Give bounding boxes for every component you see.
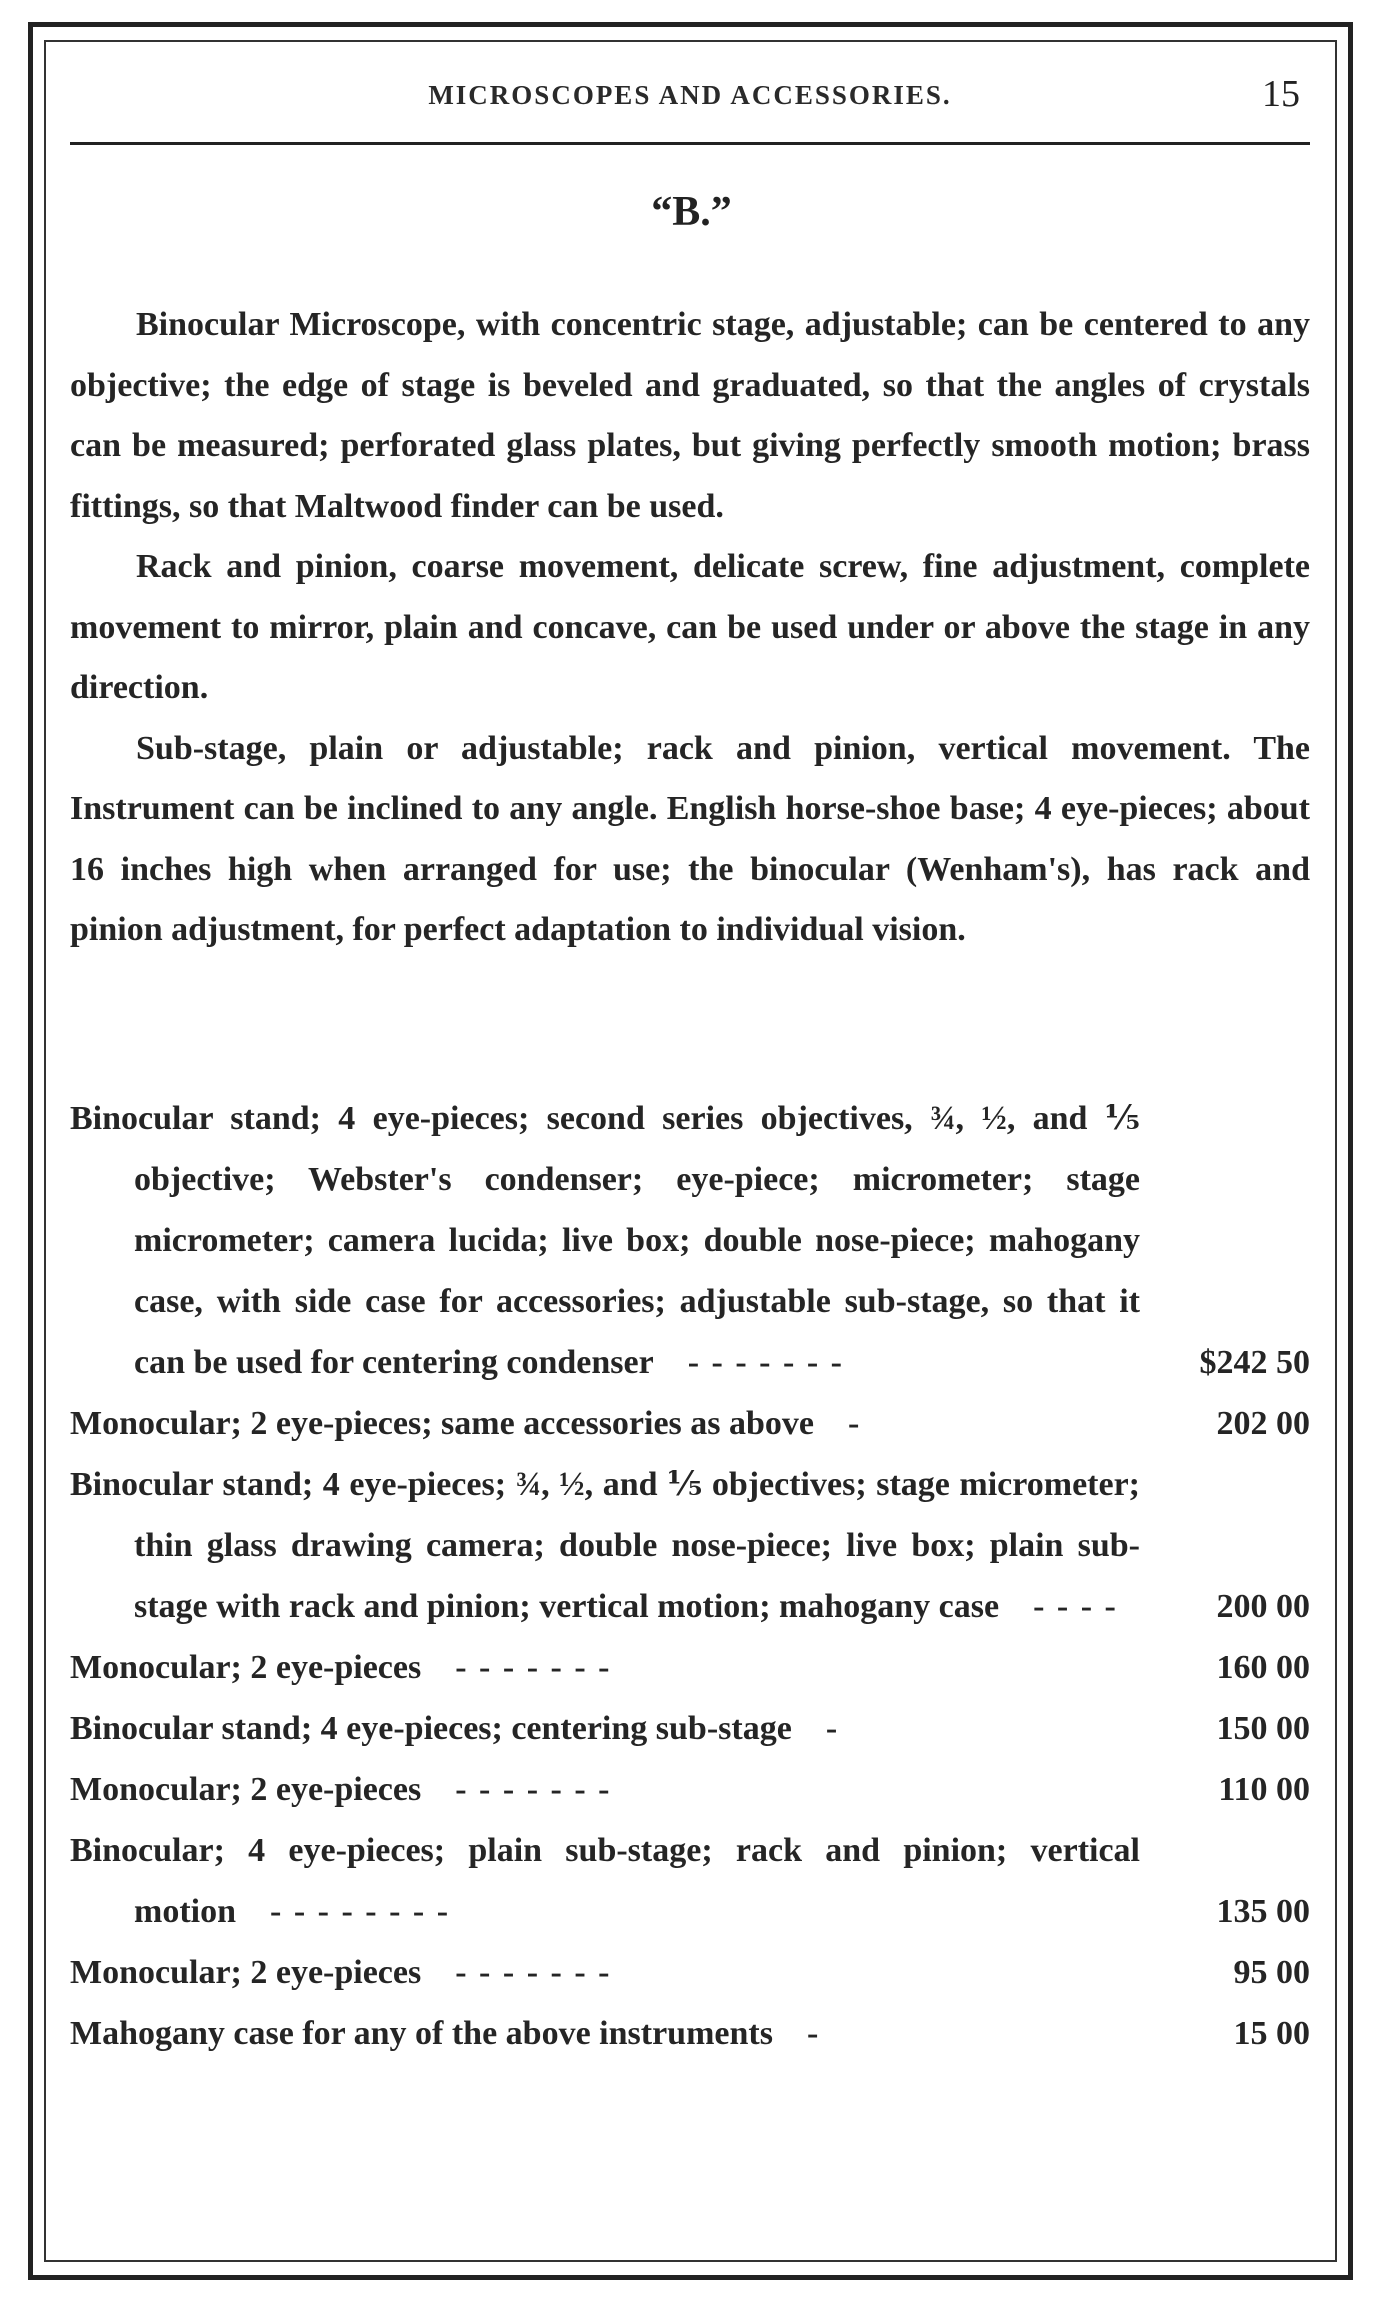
item-price: 160 00 xyxy=(1216,1649,1310,1686)
price-item xyxy=(70,1820,1310,1942)
item-description xyxy=(70,1088,1140,1393)
item-description xyxy=(70,1820,1140,1942)
item-description-text: Monocular; 2 eye-pieces xyxy=(70,1771,422,1808)
price-item xyxy=(70,1393,1310,1454)
item-description-text: Binocular; 4 eye-pieces; plain sub-stage; rack and pinion; vertical motion xyxy=(70,1832,1140,1930)
item-description xyxy=(70,1759,1140,1820)
item-description-text: Binocular stand; 4 eye-pieces; ¾, ½, and ⅕ objectives; stage micrometer; thin glass drawing camera; double nose-piece; live box; plain sub-stage with rack and pinion; vertical motion; mahogany case xyxy=(70,1466,1140,1625)
price-item xyxy=(70,1759,1310,1820)
item-description-text: Monocular; 2 eye-pieces xyxy=(70,1954,422,1991)
item-description-text: Monocular; 2 eye-pieces; same accessories as above xyxy=(70,1405,815,1442)
description-text xyxy=(70,295,1310,961)
item-description xyxy=(70,1637,1140,1698)
price-item xyxy=(70,1698,1310,1759)
header-rule xyxy=(70,142,1310,145)
dot-leaders: - - - - - - - xyxy=(455,1649,612,1686)
paragraph-movement: Rack and pinion, coarse movement, delicate screw, fine adjustment, complete movement to mirror, plain and concave, can be used under or above the stage in any direction. xyxy=(70,548,1310,706)
price-item xyxy=(70,1942,1310,2003)
running-head xyxy=(70,72,1310,122)
item-description xyxy=(70,1942,1140,2003)
item-description xyxy=(70,1393,1140,1454)
item-description xyxy=(70,2003,1140,2064)
item-price: 135 00 xyxy=(1216,1893,1310,1930)
dot-leaders: - xyxy=(825,1710,840,1747)
item-description-text: Mahogany case for any of the above instruments xyxy=(70,2015,773,2052)
dot-leaders: - - - - - - - xyxy=(687,1344,844,1381)
item-description-text: Monocular; 2 eye-pieces xyxy=(70,1649,422,1686)
dot-leaders: - xyxy=(806,2015,821,2052)
item-price: 150 00 xyxy=(1216,1710,1310,1747)
item-price: 15 00 xyxy=(1233,2015,1310,2052)
item-price: 110 00 xyxy=(1218,1771,1310,1808)
price-item xyxy=(70,1088,1310,1393)
item-description xyxy=(70,1698,1140,1759)
price-list xyxy=(70,1088,1310,2064)
dot-leaders: - - - - xyxy=(1033,1588,1118,1625)
dot-leaders: - - - - - - - xyxy=(455,1954,612,1991)
price-item xyxy=(70,2003,1310,2064)
item-price: 200 00 xyxy=(1216,1588,1310,1625)
running-title: MICROSCOPES AND ACCESSORIES. xyxy=(428,80,952,110)
item-price: $242 50 xyxy=(1199,1344,1310,1381)
paragraph-stage: Binocular Microscope, with concentric stage, adjustable; can be centered to any objective; the edge of stage is beveled and graduated, so that the angles of crystals can be measured; perforated glass plates, but giving perfectly smooth motion; brass fittings, so that Maltwood finder can be used. xyxy=(70,306,1310,525)
item-description-text: Binocular stand; 4 eye-pieces; centering sub-stage xyxy=(70,1710,792,1747)
dot-leaders: - - - - - - - - xyxy=(270,1893,451,1930)
item-description xyxy=(70,1454,1140,1637)
price-item xyxy=(70,1637,1310,1698)
item-price: 202 00 xyxy=(1216,1405,1310,1442)
dot-leaders: - - - - - - - xyxy=(455,1771,612,1808)
dot-leaders: - xyxy=(848,1405,862,1442)
item-price: 95 00 xyxy=(1233,1954,1310,1991)
section-heading: “B.” xyxy=(651,189,732,235)
paragraph-substage: Sub-stage, plain or adjustable; rack and pinion, vertical movement. The Instrument can be inclined to any angle. English horse-shoe base; 4 eye-pieces; about 16 inches high when arranged for use; the binocular (Wenham's), has rack and pinion adjustment, for perfect adaptation to individual vision. xyxy=(70,729,1310,948)
page-number: 15 xyxy=(1262,73,1300,115)
item-description-text: Binocular stand; 4 eye-pieces; second series objectives, ¾, ½, and ⅕ objective; Webster's condenser; eye-piece; micrometer; stage micrometer; camera lucida; live box; double nose-piece; mahogany case, with side case for accessories; adjustable sub-stage, so that it can be used for centering condenser xyxy=(70,1100,1140,1381)
price-item xyxy=(70,1454,1310,1637)
